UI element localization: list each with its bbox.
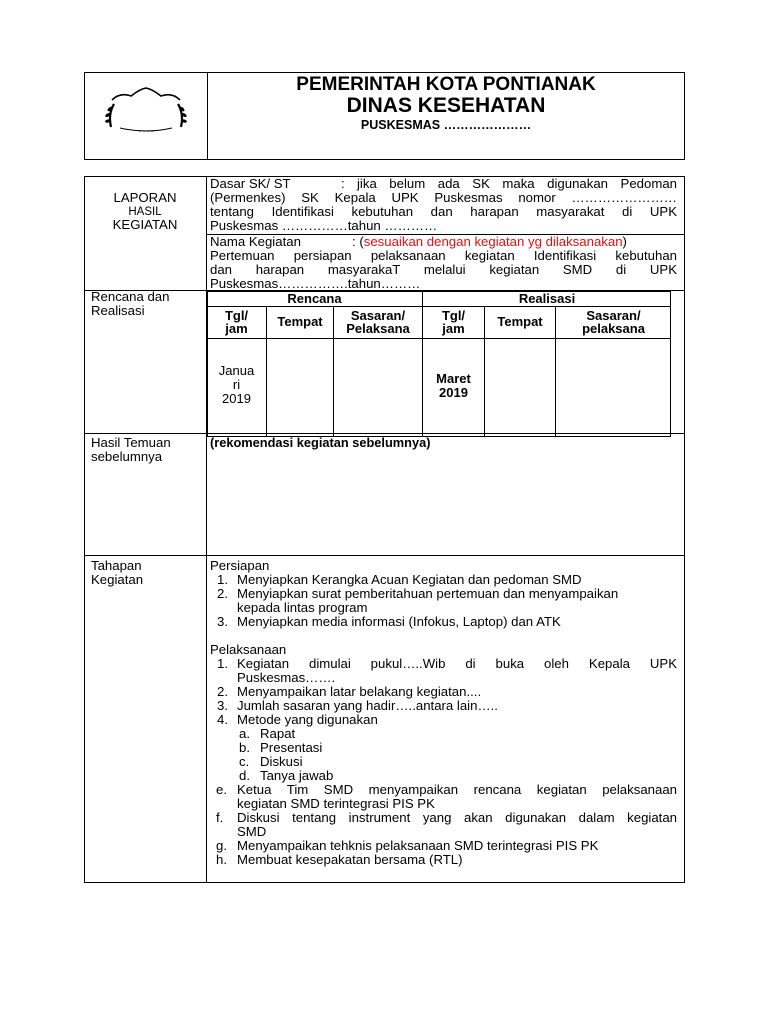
nama-line2: Pertemuan persiapan pelaksanaan kegiatan Identifikasi kebutuhan [210,248,677,263]
marker: d. [239,768,250,783]
rtable-divider [207,306,671,307]
dasar-colon: : [341,176,345,191]
metode-rapat: Rapat [260,726,296,741]
metode-diskusi: Diskusi [260,754,303,769]
marker: 2. [217,586,228,601]
pelaksanaan-heading: Pelaksanaan [210,642,287,657]
pelaksanaan-item-g: Menyampaikan tehknis pelaksanaan SMD terintegrasi PIS PK [237,838,599,853]
label-hasil-temuan: Hasil Temuan [91,435,171,450]
label-tahapan-kegiatan: Kegiatan [91,572,144,587]
dasar-line4: Puskesmas ……………tahun ………… [210,218,438,233]
marker: 3. [217,698,228,713]
pelaksanaan-item-1: Kegiatan dimulai pukul…..Wib di buka oleh Kepala UPK [237,656,677,671]
col-jam: jam [225,321,248,336]
marker: e. [216,782,227,797]
label-rencana: Rencana dan [91,289,170,304]
col-tgl-realisasi: Tgl/ [441,308,466,323]
dasar-line2: (Permenkes) SK Kepala UPK Puskesmas nomor …………………… [210,190,677,205]
pelaksanaan-item-e: Ketua Tim SMD menyampaikan rencana kegiatan pelaksanaan [237,782,677,797]
metode-tanya-jawab: Tanya jawab [260,768,334,783]
persiapan-item-2: Menyiapkan surat pemberitahuan pertemuan dan menyampaikan [237,586,619,601]
marker: b. [239,740,250,755]
nama-line4: Puskesmas…………….tahun……… [210,276,421,291]
marker: f. [216,810,224,825]
label-laporan: LAPORAN [113,190,177,205]
rencana-date-2: ri [232,377,241,392]
persiapan-item-3: Menyiapkan media informasi (Infokus, Laptop) dan ATK [237,614,561,629]
persiapan-item-1: Menyiapkan Kerangka Acuan Kegiatan dan pedoman SMD [237,572,582,587]
marker: 1. [217,572,228,587]
col-tempat: Tempat [277,314,323,329]
marker: g. [216,838,227,853]
header-title-line2: DINAS KESEHATAN [346,94,546,117]
pelaksanaan-item-1-cont: Puskesmas……. [237,670,336,685]
col-pelaksana: Pelaksana [346,321,410,336]
dasar-line1: jika belum ada SK maka digunakan Pedoman [357,176,677,191]
header-title-line1: PEMERINTAH KOTA PONTIANAK [296,74,596,95]
pelaksanaan-item-h: Membuat kesepakatan bersama (RTL) [237,852,463,867]
nama-line3: dan harapan masyarakaT melalui kegiatan SMD di UPK [210,262,677,277]
marker: 4. [217,712,228,727]
nama-close: ) [622,234,627,249]
city-emblem-logo [84,72,207,160]
col-tgl: Tgl/ [224,308,249,323]
persiapan-item-2-cont: kepada lintas program [237,600,368,615]
metode-presentasi: Presentasi [260,740,323,755]
marker: 2. [217,684,228,699]
col-jam-realisasi: jam [442,321,465,336]
marker: h. [216,852,227,867]
realisasi-date-2: 2019 [439,385,468,400]
nama-colon: : ( [352,234,364,249]
col-pelaksana-realisasi: pelaksana [582,321,645,336]
marker: 1. [217,656,228,671]
table-column-divider [206,176,207,883]
col-sasaran-realisasi: Sasaran/ [586,308,641,323]
rtable-divider [207,338,671,339]
row-divider [84,555,685,556]
col-rencana: Rencana [287,291,342,306]
marker: a. [239,726,250,741]
marker: 3. [217,614,228,629]
pelaksanaan-item-f-cont: SMD [237,824,267,839]
label-tahapan: Tahapan [91,558,142,573]
persiapan-heading: Persiapan [210,558,270,573]
pelaksanaan-item-f: Diskusi tentang instrument yang akan digunakan dalam kegiatan [237,810,677,825]
nama-kegiatan-label: Nama Kegiatan [210,234,301,249]
dasar-line3: tentang Identifikasi kebutuhan dan harapan masyarakat di UPK [210,204,677,219]
logo-cell [84,72,208,160]
nama-placeholder-red: sesuaikan dengan kegiatan yg dilaksanakan [363,234,623,249]
hasil-temuan-text: (rekomendasi kegiatan sebelumnya) [210,435,431,450]
label-sebelumnya: sebelumnya [91,449,163,464]
realisasi-date-1: Maret [436,371,471,386]
rencana-date-1: Janua [218,363,255,378]
label-kegiatan: KEGIATAN [112,217,178,232]
nama-kegiatan-value [352,235,627,249]
pelaksanaan-item-2: Menyampaikan latar belakang kegiatan.... [237,684,482,699]
pelaksanaan-item-4: Metode yang digunakan [237,712,378,727]
pelaksanaan-item-3: Jumlah sasaran yang hadir…..antara lain….. [237,698,498,713]
dasar-label: Dasar SK/ ST [210,176,291,191]
col-tempat-realisasi: Tempat [497,314,543,329]
label-realisasi: Realisasi [91,303,145,318]
col-realisasi: Realisasi [518,291,576,306]
col-sasaran: Sasaran/ [350,308,406,323]
label-hasil: HASIL [128,206,162,218]
pelaksanaan-item-e-cont: kegiatan SMD terintegrasi PIS PK [237,796,435,811]
rencana-date-3: 2019 [222,391,251,406]
header-subtitle: PUSKESMAS ………………… [360,118,532,132]
marker: c. [239,754,250,769]
